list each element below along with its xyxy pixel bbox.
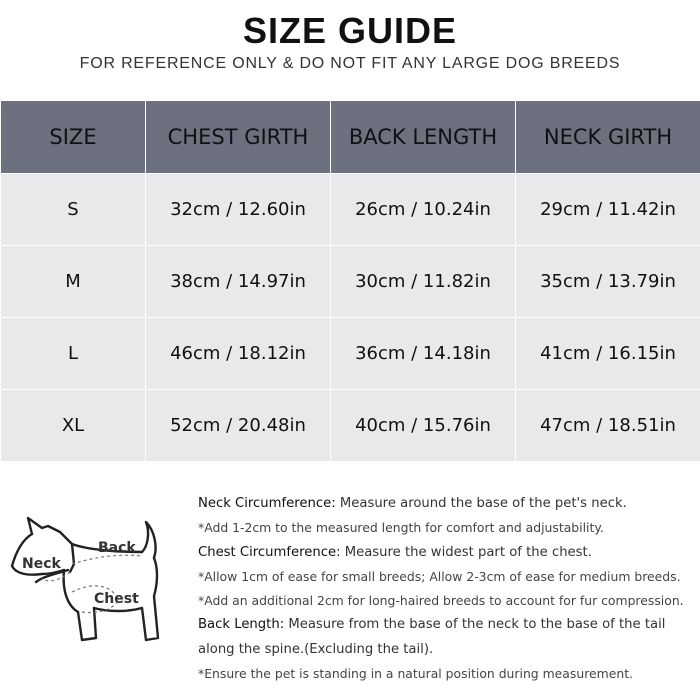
back-note — [198, 613, 698, 662]
cell-chest-girth: 32cm / 12.60in — [146, 174, 331, 246]
chest-note — [198, 541, 698, 565]
dog-outline-icon — [12, 518, 158, 640]
measurement-notes — [198, 492, 698, 686]
chest-label: Chest — [94, 591, 139, 607]
cell-neck-girth: 47cm / 18.51in — [516, 390, 700, 462]
dog-measurement-diagram — [8, 512, 188, 652]
cell-back-length: 40cm / 15.76in — [331, 390, 516, 462]
cell-size: L — [1, 318, 146, 390]
table-row — [1, 390, 700, 462]
cell-chest-girth: 46cm / 18.12in — [146, 318, 331, 390]
cell-neck-girth: 35cm / 13.79in — [516, 246, 700, 318]
header-size: SIZE — [1, 101, 146, 174]
cell-neck-girth: 29cm / 11.42in — [516, 174, 700, 246]
page-subtitle: FOR REFERENCE ONLY & DO NOT FIT ANY LARGE DOG BREEDS — [79, 55, 621, 72]
table-row — [1, 246, 700, 318]
neck-term: Neck Circumference: — [198, 496, 336, 511]
cell-neck-girth: 41cm / 16.15in — [516, 318, 700, 390]
table-row — [1, 174, 700, 246]
table-row — [1, 318, 700, 390]
chest-tip-fur: *Add an additional 2cm for long-haired breeds to account for fur compression. — [198, 593, 684, 609]
cell-size: XL — [1, 390, 146, 462]
neck-text: Measure around the base of the pet's neck. — [335, 496, 627, 511]
header-chest-girth: CHEST GIRTH — [146, 101, 331, 174]
back-tip: *Ensure the pet is standing in a natural position during measurement. — [198, 666, 633, 682]
back-label: Back — [98, 540, 136, 556]
chest-term: Chest Circumference: — [198, 544, 341, 560]
cell-back-length: 26cm / 10.24in — [331, 174, 516, 246]
cell-back-length: 36cm / 14.18in — [331, 318, 516, 390]
header-back-length: BACK LENGTH — [331, 101, 516, 174]
cell-chest-girth: 38cm / 14.97in — [146, 246, 331, 318]
table-header-row — [1, 101, 700, 174]
chest-tip-ease: *Allow 1cm of ease for small breeds; Allow 2-3cm of ease for medium breeds. — [198, 568, 681, 584]
neck-note — [198, 492, 698, 516]
page-title: SIZE GUIDE — [242, 10, 458, 51]
neck-label: Neck — [22, 556, 61, 572]
cell-back-length: 30cm / 11.82in — [331, 246, 516, 318]
cell-chest-girth: 52cm / 20.48in — [146, 390, 331, 462]
cell-size: M — [1, 246, 146, 318]
back-term: Back Length: — [198, 617, 285, 633]
header-neck-girth: NECK GIRTH — [516, 101, 700, 174]
size-table — [0, 100, 700, 462]
cell-size: S — [1, 174, 146, 246]
neck-tip: *Add 1-2cm to the measured length for comfort and adjustability. — [198, 520, 604, 536]
chest-text: Measure the widest part of the chest. — [340, 544, 592, 560]
back-text: Measure from the base of the neck to the base of the tail along the spine.(Excluding the tail). — [198, 617, 666, 657]
